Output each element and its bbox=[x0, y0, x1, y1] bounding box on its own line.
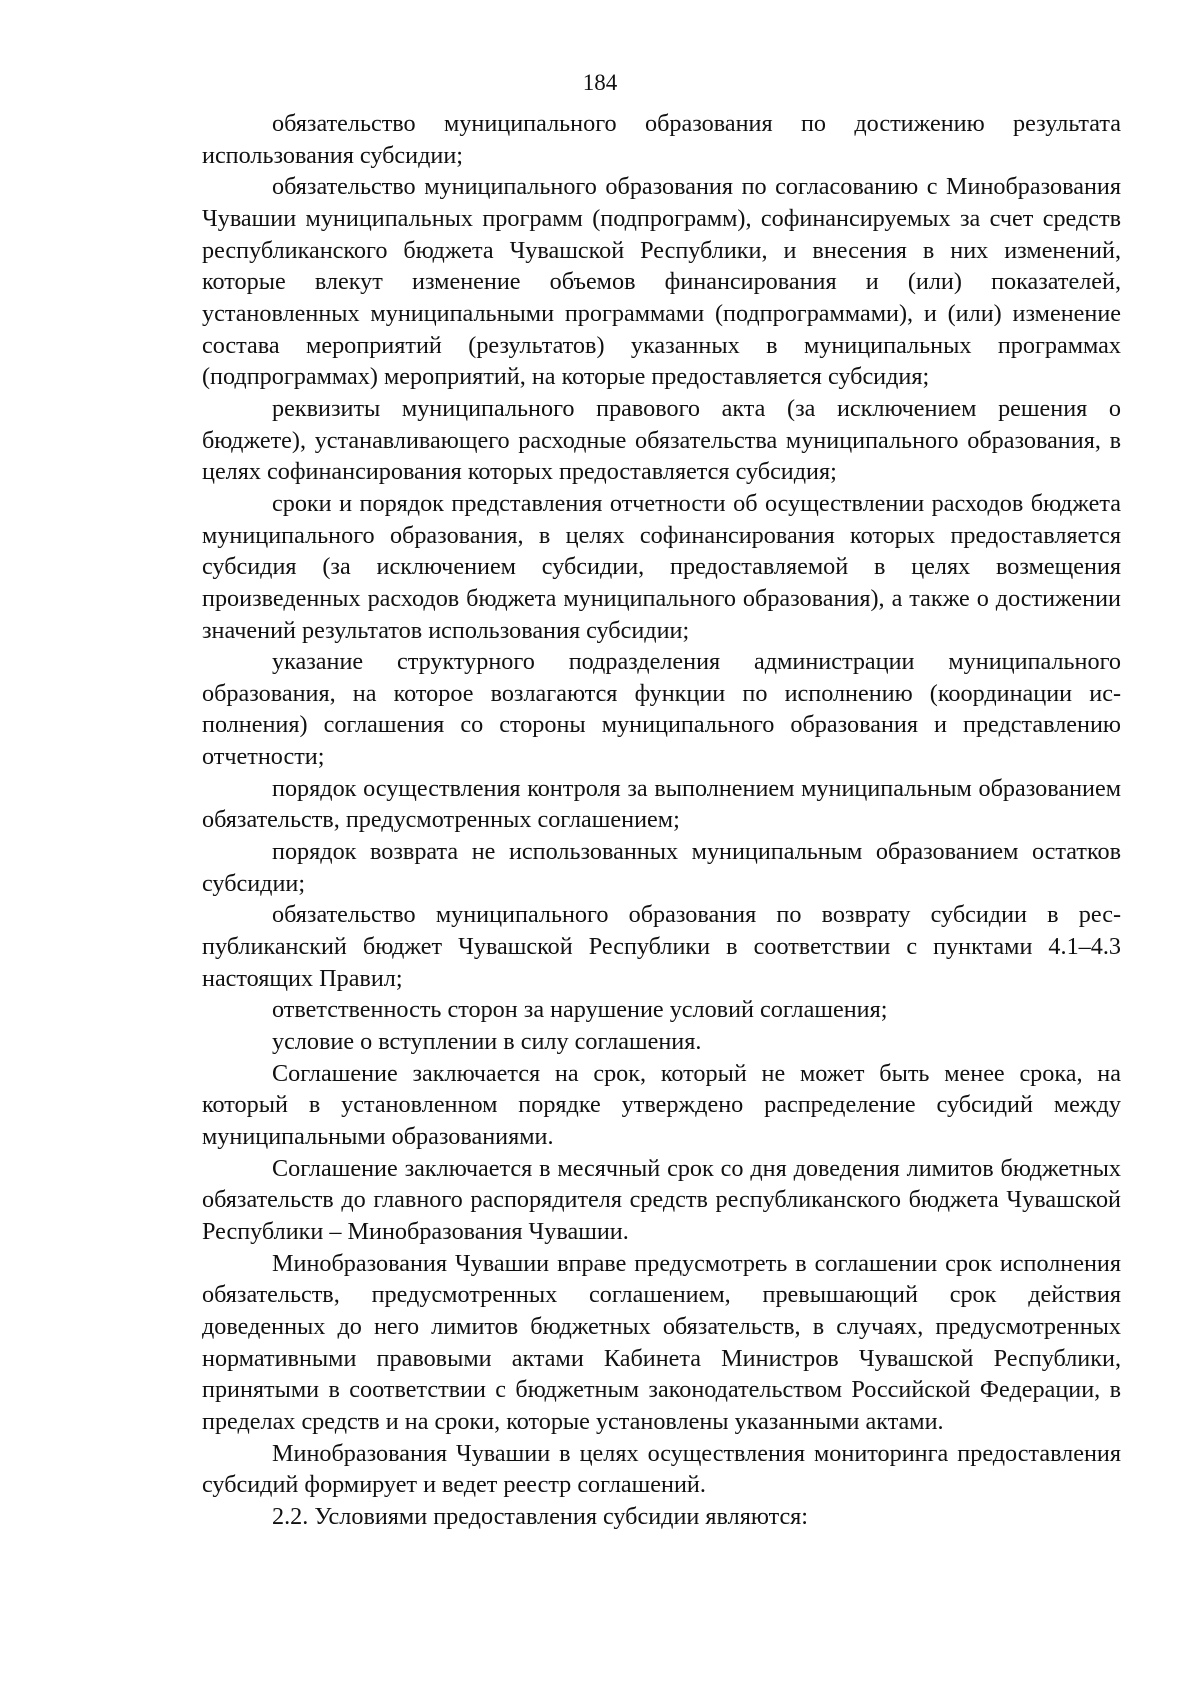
paragraph-agreement-deadline: Соглашение заключается в месячный срок со дня доведения лимитов бюджетных обязательств до главного распорядителя средств республиканского бюджета Чувашской Республики – Минобразования Чувашии. bbox=[202, 1154, 1121, 1245]
paragraph-result-obligation: обязательство муниципального образования по достижению результата использования субсидии; bbox=[202, 110, 1121, 169]
paragraph-legal-act-details: реквизиты муниципального правового акта (за исключением решения о бюджете), устанавливающего расходные обязательства муниципального образования, в целях софинансирования которых предоставляется субсидия; bbox=[202, 394, 1121, 486]
paragraph-refund-obligation: обязательство муниципального образования по возврату субсидии в республиканский бюджет Чувашской Республики в соответствии с пунктами 4.1–4.3 настоящих Правил; bbox=[202, 901, 1121, 992]
paragraph-agreement-term: Соглашение заключается на срок, который не может быть менее срока, на который в установленном порядке утверждено распределение субсидий между муниципальными образованиями. bbox=[202, 1059, 1121, 1150]
section-heading-conditions: 2.2. Условиями предоставления субсидии являются: bbox=[272, 1502, 809, 1530]
paragraph-party-liability: ответственность сторон за нарушение условий соглашения; bbox=[272, 996, 888, 1024]
document-body bbox=[202, 108, 1121, 1533]
paragraph-agreement-registry: Минобразования Чувашии в целях осуществления мониторинга предоставления субсидий формирует и ведет реестр соглашений. bbox=[202, 1439, 1121, 1499]
paragraph-extended-term: Минобразования Чувашии вправе предусмотреть в соглашении срок исполнения обязательств, предусмотренных соглашением, превышающий срок действия доведенных до него лимитов бюджетных обязательств, в случаях, предусмотренных нормативными правовыми актами Кабинета Министров Чувашской Республики, принятыми в соответствии с бюджетным законодательством Российской Федерации, в пределах средств и на сроки, которые установлены указанными актами. bbox=[202, 1249, 1121, 1435]
paragraph-responsible-unit: указание структурного подразделения администрации муниципального образования, на которое возлагаются функции по исполнению (координации исполнения) соглашения со стороны муниципального образования и представлению отчетности; bbox=[202, 648, 1121, 771]
paragraph-return-balance: порядок возврата не использованных муниципальным образованием остатков субсидии; bbox=[202, 838, 1121, 897]
paragraph-program-approval: обязательство муниципального образования по согласованию с Минобразования Чувашии муниципальных программ (подпрограмм), софинансируемых за счет средств республиканского бюджета Чувашской Республики, и внесения в них изменений, которые влекут изменение объемов финансирования и (или) показателей, установленных муниципальными программами (подпрограммами), и (или) изменение состава мероприятий (результатов) указанных в муниципальных программах (подпрограммах) мероприятий, на которые предоставляется субсидия; bbox=[202, 173, 1121, 391]
paragraph-reporting-terms: сроки и порядок представления отчетности об осуществлении расходов бюджета муниципального образования, в целях софинансирования которых предоставляется субсидия (за исключением субсидии, предоставляемой в целях возмещения произведенных расходов бюджета муниципального образования), а также о достижении значений результатов использования субсидии; bbox=[202, 489, 1121, 644]
paragraph-control-procedure: порядок осуществления контроля за выполнением муниципальным образованием обязательств, предусмотренных соглашением; bbox=[202, 774, 1121, 834]
page-number: 184 bbox=[582, 70, 618, 95]
paragraph-entry-into-force: условие о вступлении в силу соглашения. bbox=[272, 1028, 702, 1056]
